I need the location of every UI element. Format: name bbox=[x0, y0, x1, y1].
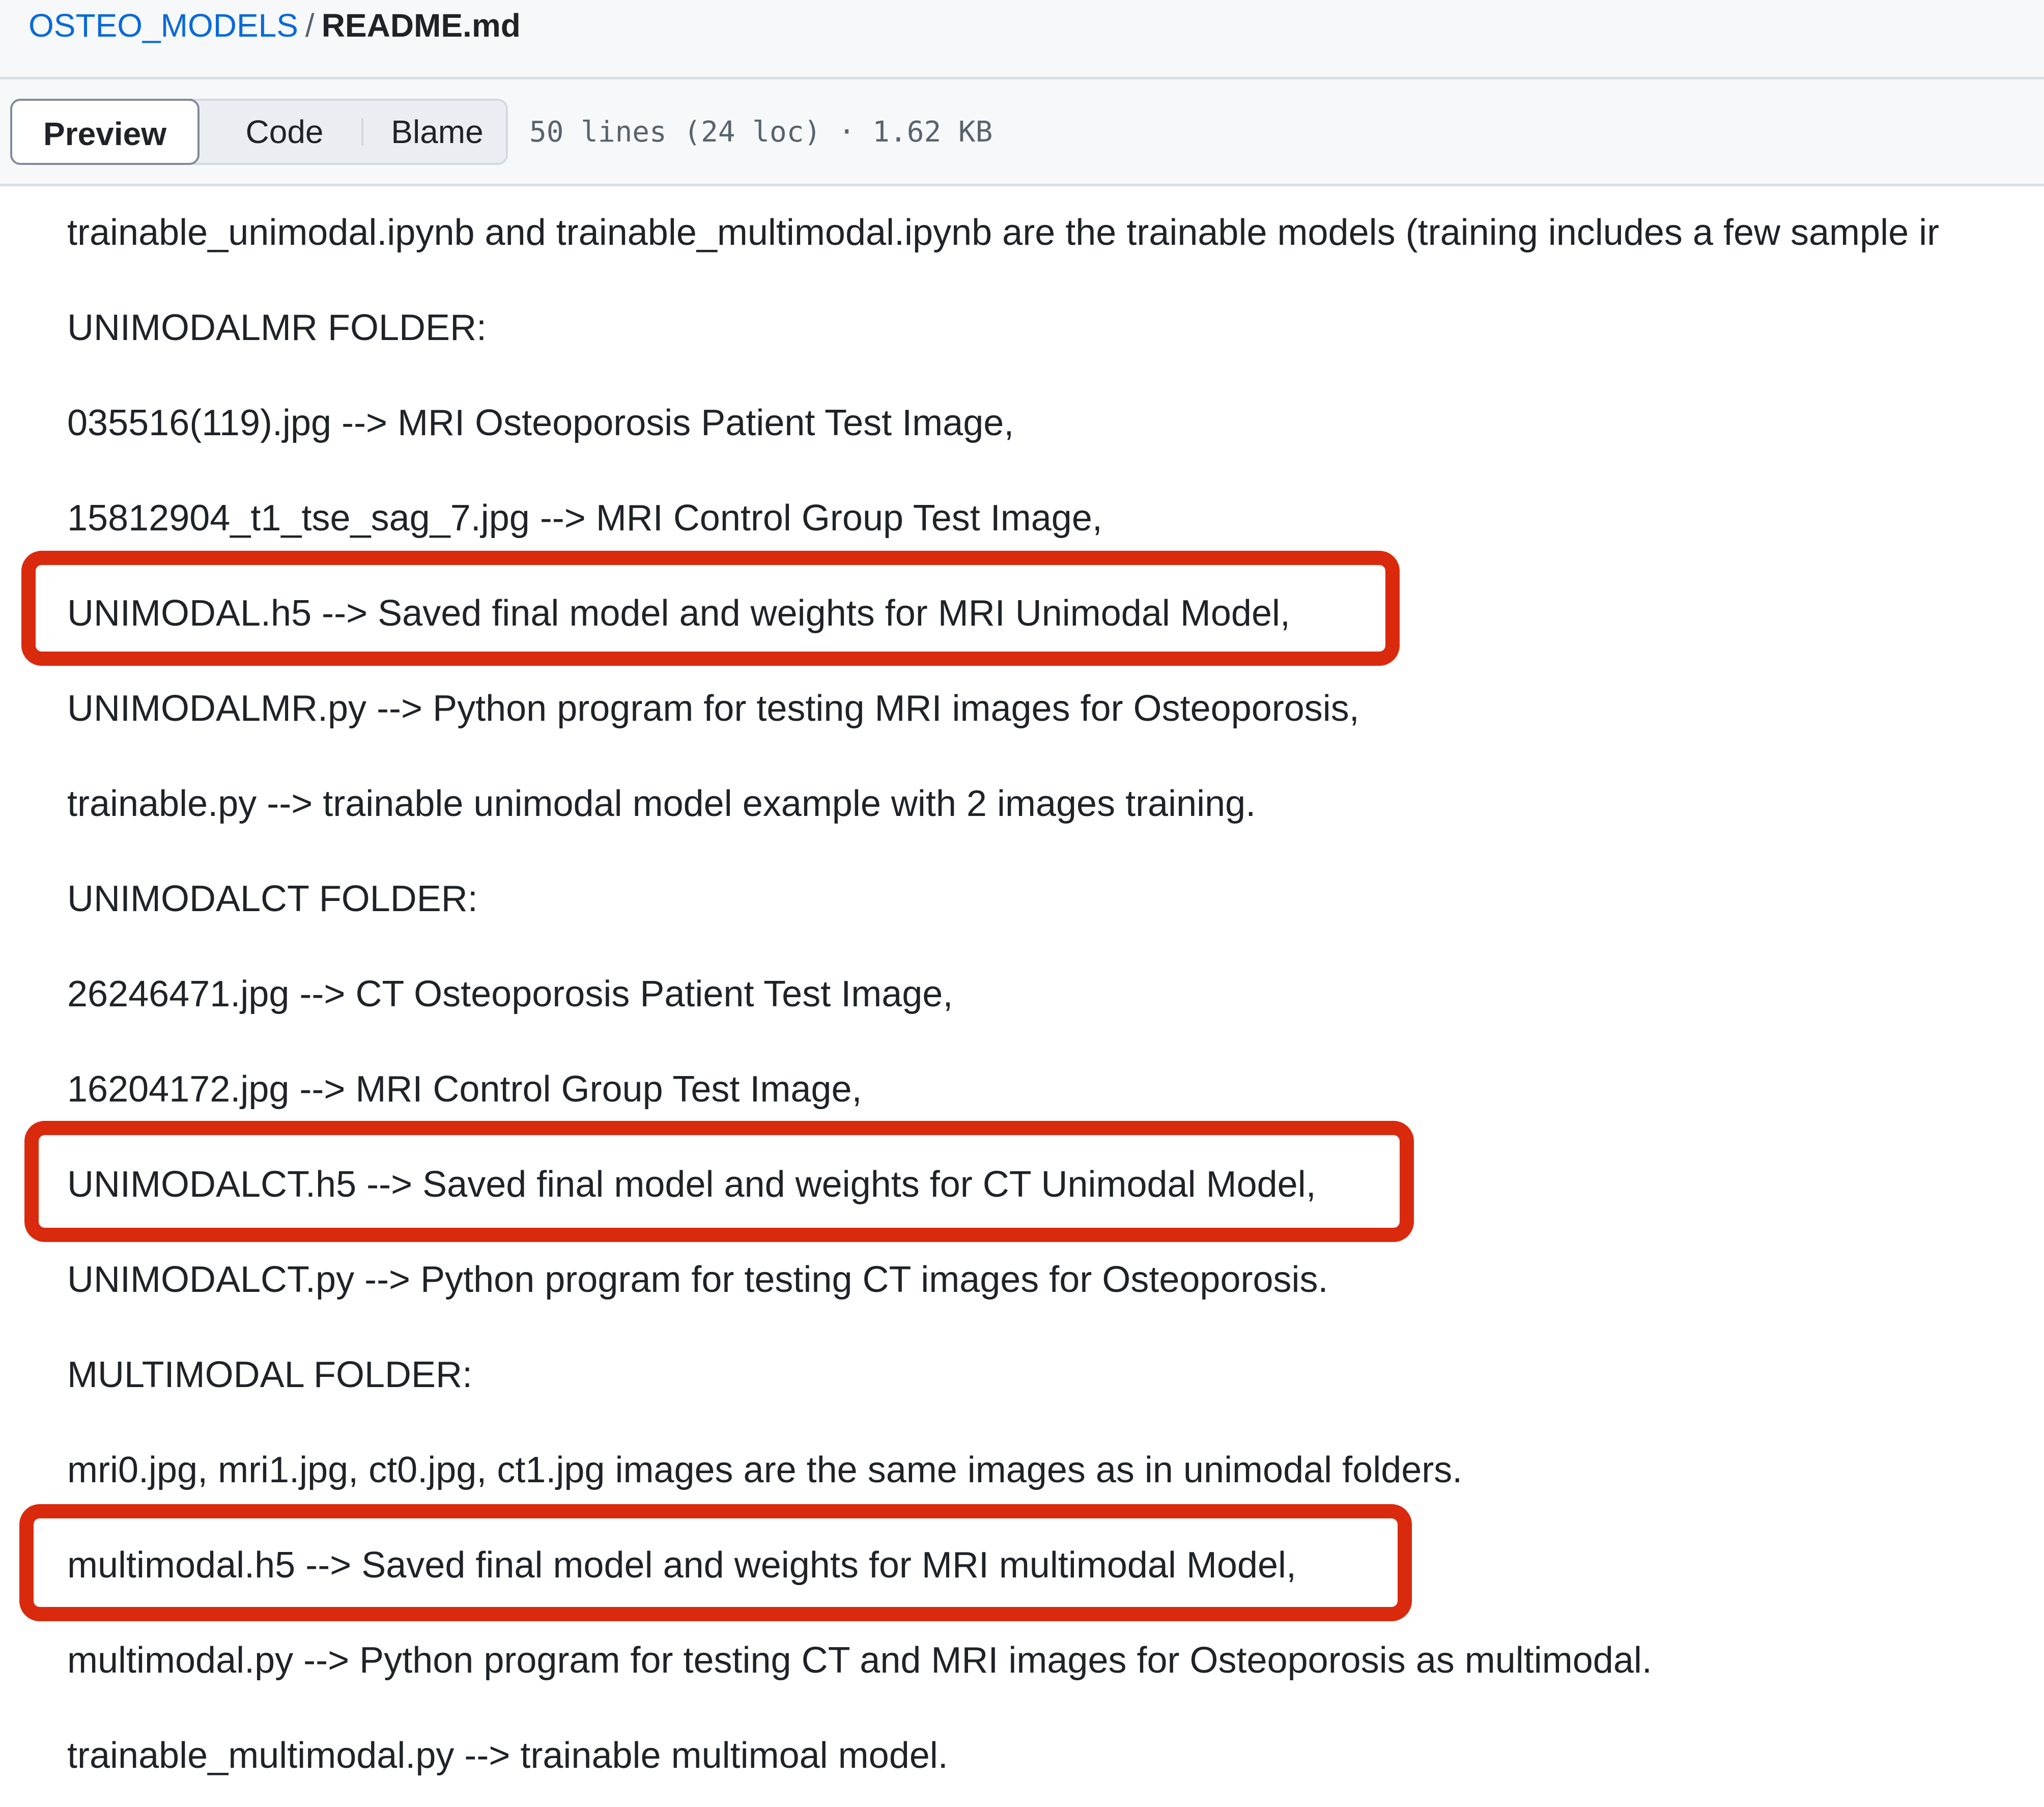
readme-line: UNIMODALMR FOLDER: bbox=[67, 307, 487, 348]
file-meta-info: 50 lines (24 loc) · 1.62 KB bbox=[529, 116, 993, 149]
breadcrumb-separator: / bbox=[305, 7, 315, 44]
breadcrumb-repo-link[interactable]: OSTEO_MODELS bbox=[29, 7, 298, 44]
readme-line: UNIMODALMR.py --> Python program for testing MRI images for Osteoporosis, bbox=[67, 688, 1359, 729]
readme-line: UNIMODALCT.h5 --> Saved final model and weights for CT Unimodal Model, bbox=[67, 1164, 1316, 1205]
segment-divider bbox=[361, 118, 363, 146]
readme-line: UNIMODALCT.py --> Python program for testing CT images for Osteoporosis. bbox=[67, 1259, 1328, 1300]
readme-line: 15812904_t1_tse_sag_7.jpg --> MRI Control Group Test Image, bbox=[67, 498, 1102, 539]
readme-line: multimodal.py --> Python program for testing CT and MRI images for Osteoporosis as multimodal. bbox=[67, 1640, 1652, 1681]
readme-line: trainable_unimodal.ipynb and trainable_multimodal.ipynb are the trainable models (training includes a few sample ir bbox=[67, 212, 1940, 253]
breadcrumb-file-name: README.md bbox=[321, 7, 521, 44]
breadcrumb bbox=[29, 7, 521, 44]
readme-line: mri0.jpg, mri1.jpg, ct0.jpg, ct1.jpg images are the same images as in unimodal folders. bbox=[67, 1450, 1463, 1490]
readme-line: 035516(119).jpg --> MRI Osteoporosis Patient Test Image, bbox=[67, 403, 1014, 443]
view-mode-segmented-control bbox=[10, 99, 508, 165]
tab-code[interactable]: Code bbox=[245, 114, 324, 150]
readme-line: trainable.py --> trainable unimodal model example with 2 images training. bbox=[67, 783, 1256, 824]
readme-line: MULTIMODAL FOLDER: bbox=[67, 1354, 473, 1395]
readme-line: trainable_multimodal.py --> trainable multimoal model. bbox=[67, 1735, 948, 1776]
readme-line: 26246471.jpg --> CT Osteoporosis Patient Test Image, bbox=[67, 974, 953, 1014]
tab-preview[interactable]: Preview bbox=[10, 99, 200, 165]
readme-line: multimodal.h5 --> Saved final model and weights for MRI multimodal Model, bbox=[67, 1545, 1297, 1586]
readme-preview bbox=[0, 189, 2044, 1807]
readme-line: UNIMODALCT FOLDER: bbox=[67, 879, 478, 919]
readme-line: UNIMODAL.h5 --> Saved final model and weights for MRI Unimodal Model, bbox=[67, 593, 1290, 634]
tab-blame[interactable]: Blame bbox=[391, 114, 484, 150]
readme-line: 16204172.jpg --> MRI Control Group Test Image, bbox=[67, 1069, 862, 1110]
file-header bbox=[0, 0, 2044, 79]
file-toolbar bbox=[0, 79, 2044, 186]
